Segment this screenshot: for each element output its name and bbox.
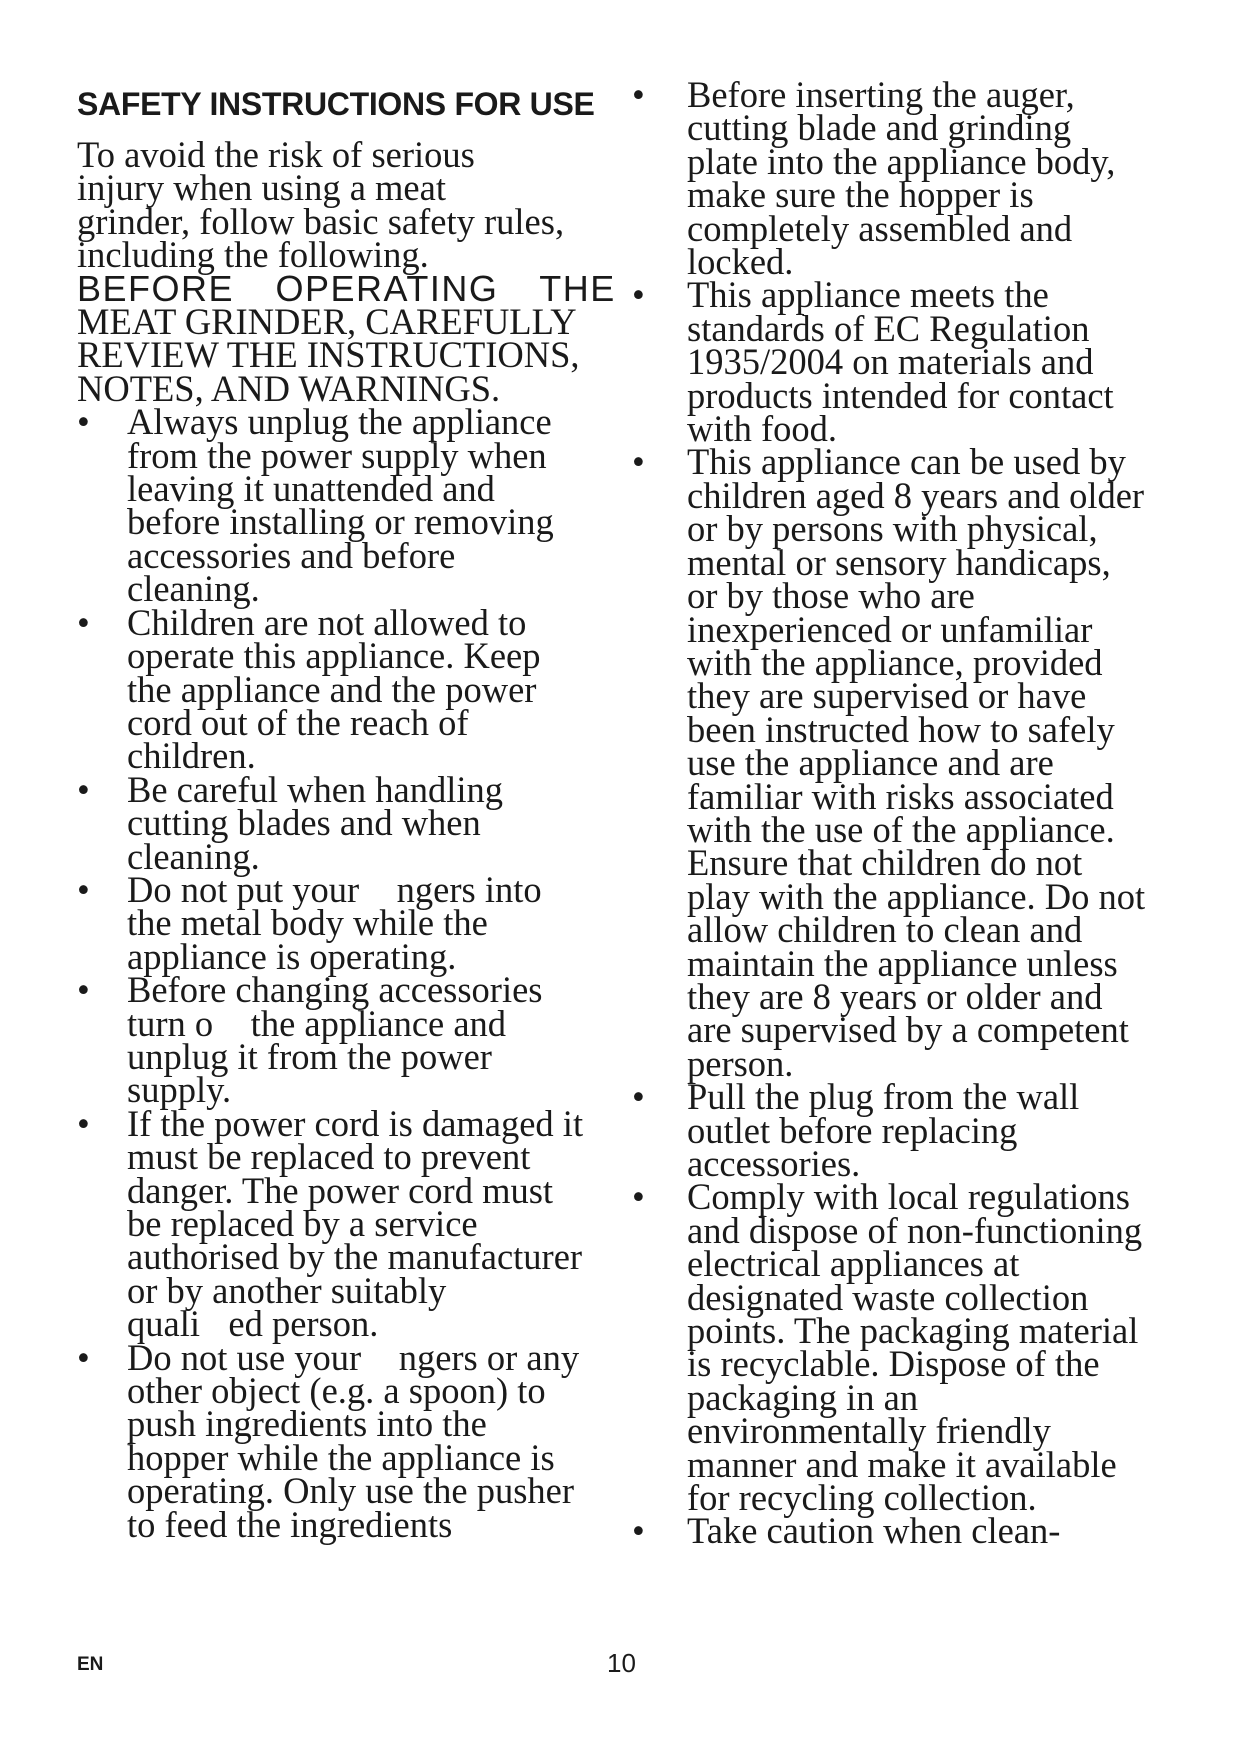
list-item-text: Pull the plug from the wall outlet before replacing accessories.: [687, 1076, 1080, 1184]
list-item: [632, 441, 1147, 1084]
list-item: [632, 274, 1147, 450]
list-item-text: Do not put your ngers into the metal body while the appliance is operating.: [127, 868, 584, 977]
list-item-text: Comply with local regulations and dispose of non-functioning electrical appliances at designated waste collection points. The packaging material is recyclable. Dispose of the packaging in an environmentally friendly manner and make it available for recycling collection.: [687, 1176, 1143, 1519]
left-bullet-list: [77, 401, 617, 1545]
bullet-icon: •: [77, 868, 90, 910]
list-item: [632, 1076, 1147, 1184]
list-item-text: This appliance meets the standards of EC Regulation 1935/2004 on materials and products intended for contact with food.: [687, 274, 1114, 450]
list-item-text: Before changing accessories turn o the appliance and unplug it from the power supply.: [127, 969, 543, 1111]
list-item: [632, 74, 1147, 283]
list-item-text: Always unplug the appliance from the power supply when leaving it unattended and before installing or removing accessories and before cleaning.: [127, 401, 554, 610]
right-column: [632, 74, 1152, 1552]
list-item: [77, 601, 587, 777]
warning-text: MEAT GRINDER, CAREFULLY REVIEW THE INSTRUCTIONS, NOTES, AND WARNINGS.: [77, 301, 580, 409]
bullet-icon: •: [632, 1176, 645, 1218]
list-item-text: Take caution when clean-: [687, 1510, 1061, 1552]
list-item-text: If the power cord is damaged it must be replaced to prevent danger. The power cord must be replaced by a service authorised by the manufacturer or by another suitably quali ed person.: [127, 1102, 584, 1345]
bullet-icon: •: [77, 401, 90, 443]
list-item: [632, 1510, 1147, 1552]
list-item: [632, 1176, 1147, 1519]
left-column: [77, 78, 617, 1545]
bullet-icon: •: [632, 1076, 645, 1118]
list-item-text: Children are not allowed to operate this appliance. Keep the appliance and the power cord out of the reach of children.: [127, 601, 541, 777]
list-item-text: This appliance can be used by children aged 8 years and older or by persons with physical, mental or sensory handicaps, or by those who are inexperienced or unfamiliar with the appliance, provided they are supervised or have been instructed how to safely use the appliance and are familiar with risks associated with the use of the appliance. Ensure that children do not play with the appliance. Do not allow children to clean and maintain the appliance unless they are 8 years or older and are supervised by a competent person.: [687, 441, 1146, 1084]
bullet-icon: •: [632, 74, 645, 115]
list-item: [77, 1102, 587, 1345]
warning-prefix: BEFORE OPERATING THE: [77, 267, 616, 309]
list-item-text: Before inserting the auger, cutting blade and grinding plate into the appliance body, make sure the hopper is completely assembled and locked.: [687, 74, 1116, 283]
bullet-icon: •: [77, 969, 90, 1011]
bullet-icon: •: [77, 1102, 90, 1144]
language-label: EN: [77, 1654, 104, 1675]
bullet-icon: •: [77, 768, 90, 810]
section-heading: SAFETY INSTRUCTIONS FOR USE: [77, 86, 595, 122]
list-item: [77, 969, 587, 1111]
page-number: 10: [607, 1648, 636, 1678]
bullet-icon: •: [77, 601, 90, 643]
list-item: [77, 1336, 587, 1545]
list-item-text: Do not use your ngers or any other object (e.g. a spoon) to push ingredients into the hopper while the appliance is operating. Only use the pusher to feed the ingredients: [127, 1336, 575, 1545]
bullet-icon: •: [632, 441, 645, 483]
right-bullet-list: [632, 74, 1152, 1552]
bullet-icon: •: [77, 1336, 90, 1378]
list-item: [77, 768, 587, 877]
bullet-icon: •: [632, 1510, 645, 1552]
intro-paragraph: To avoid the risk of serious injury when using a meat grinder, follow basic safety rules, including the following.: [77, 134, 565, 276]
list-item: [77, 868, 587, 977]
warning-paragraph: [77, 267, 617, 409]
bullet-icon: •: [632, 274, 645, 316]
list-item-text: Be careful when handling cutting blades and when cleaning.: [127, 768, 504, 877]
list-item: [77, 401, 587, 610]
